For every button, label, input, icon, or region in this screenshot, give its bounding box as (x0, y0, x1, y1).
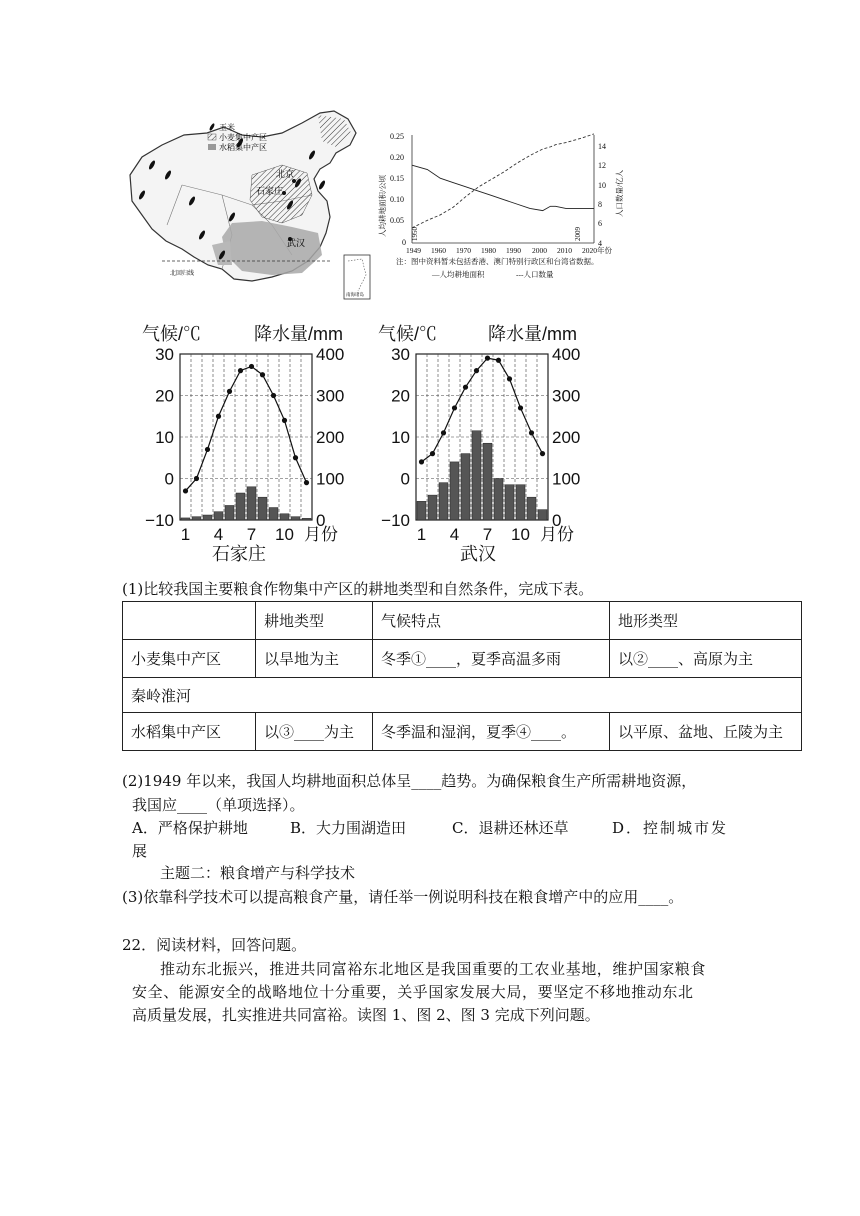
climate1-temp-title: 气候/℃ (142, 324, 202, 344)
svg-text:水稻集中产区: 水稻集中产区 (219, 143, 267, 152)
table-row-rice: 水稻集中产区 以③____为主 冬季温和湿润，夏季④____。 以平原、盆地、丘陵为主 (123, 713, 802, 751)
legend-area: —人均耕地面积 (432, 270, 485, 279)
temp-point (304, 480, 309, 485)
precip-tick: 200 (316, 428, 345, 447)
precip-tick: 300 (552, 386, 581, 406)
precip-tick: 100 (552, 469, 581, 489)
q1-intro: (1)比较我国主要粮食作物集中产区的耕地类型和自然条件，完成下表。 (122, 580, 594, 598)
svg-text:4: 4 (598, 239, 602, 248)
temp-point (430, 451, 435, 456)
precip-bar (450, 462, 459, 520)
precip-bar (236, 493, 245, 520)
table-header-row: 耕地类型 气候特点 地形类型 (123, 602, 802, 640)
svg-text:12: 12 (598, 161, 606, 170)
month-tick: 4 (213, 525, 224, 544)
svg-text:0: 0 (402, 238, 406, 247)
svg-text:0.10: 0.10 (390, 195, 404, 204)
svg-text:0.05: 0.05 (390, 216, 404, 225)
temp-point (238, 368, 243, 373)
month-unit: 月份 (540, 525, 574, 544)
marker-1950: 1950 (411, 227, 419, 241)
precip-bar (247, 487, 256, 520)
month-tick: 1 (416, 525, 427, 544)
svg-text:南海诸岛: 南海诸岛 (346, 293, 364, 298)
temp-tick: 0 (164, 469, 174, 489)
temp-point (452, 405, 457, 410)
land-right-ticks (598, 142, 606, 248)
q22-para-2: 安全、能源安全的战略地位十分重要，关乎国家发展大局，要坚定不移地推动东北 (132, 983, 694, 1001)
temp-point (282, 418, 287, 423)
precip-bar (225, 505, 234, 520)
land-left-axis-label: 人均耕地面积/公顷 (378, 174, 387, 237)
svg-text:6: 6 (598, 219, 602, 228)
climate-plot-wuhan (381, 345, 580, 544)
temp-tick: 10 (391, 428, 410, 447)
climate1-city: 石家庄 (212, 544, 266, 564)
climate1-precip-title: 降水量/mm (254, 324, 343, 344)
q2-option-d-wrap: 展 (132, 842, 148, 860)
precip-bar (269, 508, 278, 520)
precip-tick: 300 (316, 386, 345, 406)
temp-point (205, 447, 210, 452)
month-tick: 4 (449, 525, 460, 544)
climate-charts (132, 320, 592, 570)
q2-option-b: B．大力围湖造田 (290, 819, 407, 837)
temp-tick: −10 (145, 511, 174, 530)
month-tick: 10 (275, 525, 294, 544)
land-left-ticks (390, 132, 406, 247)
precip-bar (439, 483, 448, 520)
svg-text:2020年份: 2020年份 (582, 246, 612, 255)
svg-text:2010: 2010 (557, 246, 572, 255)
svg-text:1949: 1949 (406, 246, 421, 255)
precip-bar (302, 518, 311, 520)
svg-text:0.20: 0.20 (390, 153, 404, 162)
land-note: 注：图中资料暂未包括香港、澳门特别行政区和台湾省数据。 (396, 257, 599, 266)
temp-tick: −10 (381, 511, 410, 530)
marker-2009: 2009 (574, 227, 582, 241)
precip-bar (483, 443, 492, 520)
temp-point (227, 389, 232, 394)
precip-bar (291, 517, 300, 520)
precip-bar (461, 454, 470, 520)
temp-point (441, 430, 446, 435)
temp-tick: 20 (155, 386, 174, 406)
precip-bar (538, 510, 547, 520)
precip-bar (192, 517, 201, 520)
temp-point (485, 356, 490, 361)
temp-point (507, 376, 512, 381)
temp-point (249, 364, 254, 369)
city-label-wuhan: 武汉 (287, 239, 306, 249)
climate-plot-shijiazhuang (145, 345, 344, 544)
precip-bar (472, 431, 481, 520)
precip-tick: 400 (316, 345, 345, 364)
q22-title: 22．阅读材料，回答问题。 (122, 936, 307, 954)
precip-bar (181, 518, 190, 520)
land-x-ticks (406, 245, 612, 255)
q2-option-a: A．严格保护耕地 (132, 819, 248, 837)
temp-point (463, 385, 468, 390)
series-line-population (412, 134, 594, 228)
precip-bar (428, 495, 437, 520)
temp-point (496, 358, 501, 363)
temp-point (540, 451, 545, 456)
land-population-chart (376, 125, 666, 297)
temp-point (260, 372, 265, 377)
temp-point (474, 368, 479, 373)
table-row-separator: 秦岭淮河 (123, 678, 802, 713)
legend-population: ---人口数量 (516, 270, 554, 279)
temp-point (419, 459, 424, 464)
crop-table (122, 601, 802, 751)
climate2-temp-title: 气候/℃ (378, 324, 438, 344)
temp-tick: 20 (391, 386, 410, 406)
svg-text:小麦集中产区: 小麦集中产区 (219, 133, 267, 142)
temp-point (529, 430, 534, 435)
q2-line2: 我国应____（单项选择）。 (132, 796, 305, 814)
precip-bar (505, 485, 514, 520)
precip-bar (494, 479, 503, 521)
svg-text:玉米: 玉米 (219, 123, 235, 132)
q2-option-c: C．退耕还林还草 (452, 819, 569, 837)
precip-bar (527, 497, 536, 520)
month-tick: 10 (511, 525, 530, 544)
precip-bar (516, 485, 525, 520)
climate2-city: 武汉 (460, 544, 496, 564)
svg-text:14: 14 (598, 142, 606, 151)
svg-text:1980: 1980 (481, 246, 496, 255)
precip-tick: 0 (552, 511, 562, 530)
temp-point (216, 414, 221, 419)
svg-text:1990: 1990 (506, 246, 521, 255)
table-row-wheat: 小麦集中产区 以旱地为主 冬季①____，夏季高温多雨 以②____、高原为主 (123, 640, 802, 678)
precip-tick: 100 (316, 469, 345, 489)
temp-point (293, 455, 298, 460)
q22-para-3: 高质量发展，扎实推进共同富裕。读图 1、图 2、图 3 完成下列问题。 (132, 1006, 600, 1024)
month-tick: 1 (180, 525, 191, 544)
svg-text:0.25: 0.25 (390, 132, 404, 141)
precip-tick: 200 (552, 428, 581, 447)
theme2-heading: 主题二：粮食增产与科学技术 (160, 864, 356, 882)
temp-point (518, 405, 523, 410)
month-unit: 月份 (304, 525, 338, 544)
climate2-precip-title: 降水量/mm (488, 324, 577, 344)
precip-bar (203, 515, 212, 520)
svg-text:8: 8 (598, 200, 602, 209)
land-series (412, 134, 594, 228)
precip-bar (417, 501, 426, 520)
svg-text:10: 10 (598, 181, 606, 190)
temp-point (194, 476, 199, 481)
q2-line1: (2)1949 年以来，我国人均耕地面积总体呈____趋势。为确保粮食生产所需耕地资源， (122, 772, 697, 790)
china-crop-map (122, 105, 372, 305)
temp-tick: 30 (391, 345, 410, 364)
precip-tick: 400 (552, 345, 581, 364)
temp-point (271, 393, 276, 398)
precip-bar (214, 512, 223, 520)
land-right-axis-label: 人口数量/亿人 (615, 169, 624, 217)
precip-bar (280, 514, 289, 520)
temp-tick: 30 (155, 345, 174, 364)
q22-para-1: 推动东北振兴，推进共同富裕东北地区是我国重要的工农业基地，维护国家粮食 (160, 960, 707, 978)
q3: (3)依靠科学技术可以提高粮食产量，请任举一例说明科技在粮食增产中的应用____。 (122, 888, 684, 906)
month-tick: 7 (246, 525, 257, 544)
precip-tick: 0 (316, 511, 326, 530)
city-label-shijiazhuang: 石家庄 (256, 187, 284, 197)
temp-tick: 0 (400, 469, 410, 489)
city-label-beijing: 北京 (276, 170, 295, 180)
svg-text:2000: 2000 (532, 246, 547, 255)
tropic-label: 北回归线 (170, 270, 195, 277)
svg-text:0.15: 0.15 (390, 174, 404, 183)
precip-bar (258, 497, 267, 520)
q2-option-d: D．控制城市发 (612, 819, 729, 837)
month-tick: 7 (482, 525, 493, 544)
svg-text:1960: 1960 (431, 246, 446, 255)
temp-point (183, 488, 188, 493)
temp-tick: 10 (155, 428, 174, 447)
svg-text:1970: 1970 (456, 246, 471, 255)
